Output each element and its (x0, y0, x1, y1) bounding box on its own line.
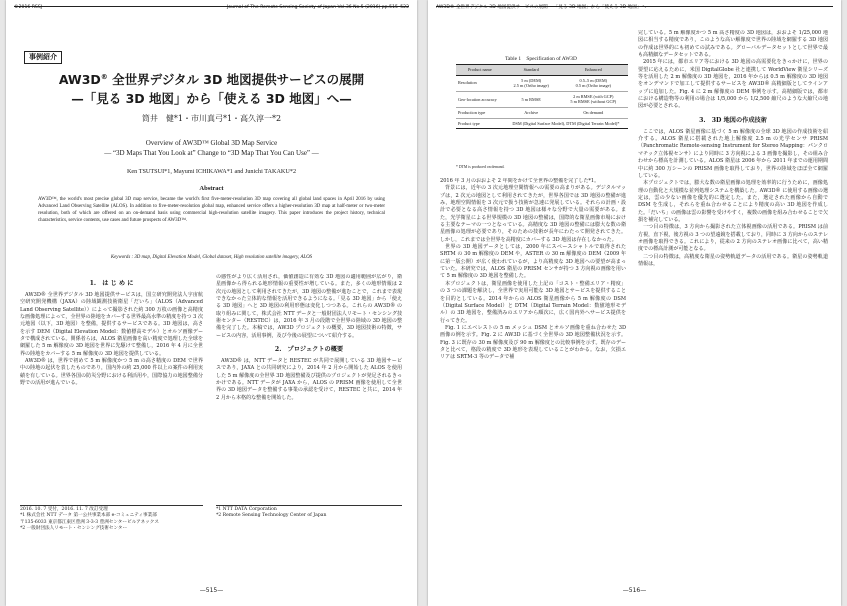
english-title-line1: Overview of AW3D™ Global 3D Map Service (145, 139, 278, 147)
left-column-2 (216, 274, 402, 502)
article-category-tag: 事例紹介 (24, 51, 62, 64)
page-516 (428, 0, 841, 606)
paragraph: ここでは，ALOS 衛星画像に基づく 5 m 解像度の全球 3D 地図の作成技術を紹介する。ALOS 衛星に搭載された地上解像度 2.5 m の光学センサ PRISM（Panchromatic Remote-sensing Instrument for Stereo Mapping：パンクロマチック立体視センサ）により同時に 3 方向視による 3 画像を撮影し，その組み合わせから標高を計測している。ALOS 衛星は 2006 年から 2011 年までの運用期間中に約 300 万シーンの PRISM 画像を取得しており，世界の陸域をほぼ全て網羅している。 (638, 128, 828, 179)
right-column-2 (638, 30, 828, 580)
paragraph: AW3D® は，世界で初めて 5 m 解像度かつ 5 m の高さ精度の DEM で世界中の陸地の起伏を表したものであり，国内外の約 25,000 件以上の案件の利用実績を有している。世界各国の防災分野における利活用や，国際協力の地図整備分野での活用が進んでいる。 (20, 358, 203, 387)
paragraph: 二つ目の特徴は，高精度な衛星の姿勢軌道データの活用である。衛星の姿勢軌道情報は， (638, 253, 828, 267)
section-heading: 2. プロジェクトの概要 (274, 346, 344, 354)
keywords: Keywords : 3D map, Digital Elevation Model, Global dataset, High resolution satellite imagery, ALOS (110, 255, 313, 260)
table-cell: Resolution (456, 75, 504, 91)
journal-copyright: ©2016 RSSJ (14, 5, 43, 10)
paragraph: 2015 年には，都市エリア等における 3D 地図の高需要化をきっかけに，世界の要望に応えるために，米国 DigitalGlobe 社と連携して WorldView 衛星シリーズ等を活用した 2 m 解像度の 3D 地図を，2016 年からは 0.5 m 解像度の 3D 地図をオンデマンドで加工して提供するサービスを AW3D® 高精細版としてラインアップに追加した。Fig. 4 に 2 m 解像度の DEM 事例を示す。高精細版では，都市における構造物等の利用の場合は 1/5,000 から 1/2,500 縮尺のような大縮尺の地図が必要とされる。 (638, 59, 828, 110)
table-caption: Table 1 Specification of AW3D (505, 56, 577, 62)
paragraph: 世界の 3D 地図データとしては，2000 年にスペースシャトルで取得された SRTM の 30 m 解像度の DEM や，ASTER の 30 m 解像度の DEM（2009 年に第一版公開）が広く使われているが，より高精度な 3D 地図への要望が高まっていた。本研究では，ALOS 衛星の PRISM センサが持つ 3 方向視の画像を用いて 5 m 解像度の 3D 地図を整備した。 (440, 244, 626, 280)
article-title (36, 68, 387, 108)
footnote-received: 2016. 10. 7 受付，2016. 11. 7 改訂受理 *1 株式会社 NTT データ 第一公共事業本部 e-コミュニティ事業部 〒135-6033 東京都江東区豊洲 3-3-3 豊洲センタービルアネックス *2 一般財団法人リモート・センシング技術センター (20, 505, 203, 532)
page-515 (6, 0, 417, 606)
paragraph: AW3D® は，NTT データと RESTEC が共同で展開している 3D 地図サービスであり，JAXA との共同研究により，2014 年 2 月から開始した ALOS を使用した 5 m 解像度の全世界 3D 地図整備及び提供のプロジェクトが発足されるきっかけである。NTT データが JAXA から，ALOS の PRISM 画像を使用して全世界の 3D 地図データを整備する事業の承認を受けて，RESTEC と共に，2014 年 2 月から本格的な整備を開始した。 (216, 358, 402, 401)
title-line1: 全世界デジタル 3D 地図提供サービスの展開 (107, 72, 365, 88)
table-cell: 2 m RMSE (with GCP) 5 m RMSE (without GCP) (559, 91, 628, 107)
table-row (456, 91, 628, 107)
table-header-cell: Product name (456, 65, 504, 76)
abstract-heading: Abstract (199, 185, 224, 192)
title-prefix: AW3D (58, 72, 101, 88)
authors-en: Ken TSUTSUI*1, Mayumi ICHIKAWA*1 and Junichi TAKAKU*2 (126, 168, 297, 175)
section-heading: 1. は じ め に (89, 280, 134, 287)
english-title (26, 139, 397, 158)
table-cell: 5 m RMSE (504, 91, 559, 107)
table-cell: On demand (559, 107, 628, 118)
paragraph: 背景には，近年の 3 次元地理空間情報への需要の高まりがある。デジタルマップは，2 次元の地図として利用されてきたが，世界各国では 3D 地図の整備が進み，地理空間情報を 3 次元で扱う技術が急速に発展している。それらの計画・設計で必要となる高さ情報を持つ 3D 地図は様々な分野で大量の需要がある。また，光学衛星による世界規模の 3D 地図の整備は，国際的な衛星画像市場における主要なテーマの一つとなっている。高精度な 3D 地図の整備には膨大な数の衛星画像の処理が必要であり，そのための技術が長年にわたって開発されてきた。しかし，これまでは全世界を高精度にカバーする 3D 地図は存在しなかった。 (440, 185, 626, 243)
table-cell: Product type (456, 118, 504, 129)
registered-mark: ® (100, 73, 108, 81)
table-cell: 5 m (DEM) 2.5 m (Ortho image) (504, 75, 559, 91)
paragraph: 完している。5 m 解像度かつ 5 m 高さ精度の 3D 地図は，おおよそ 1/25,000 地図に相当する精度であり，このような高い解像度で世界の陸域を網羅する 3D 地図の作成は世界的にも初めての試みである。グローバルデータセットとして世界で最も高精細なデータセットである。 (638, 30, 828, 59)
table-header-cell: Standard (504, 65, 559, 76)
paragraph: 一つ目の特徴は，3 方向から撮影された立体視画像の活用である。PRISM は前方視，直下視，後方視の 3 つの望遠鏡を搭載しており，同時に 3 方向からのステレオ画像を取得できる。これにより，従来の 2 方向のステレオ画像に比べて，高い精度での標高計測が可能となる。 (638, 224, 828, 253)
table-header-row (456, 65, 628, 76)
table-cell: 0.5–5 m (DEM) 0.5 m (Ortho image) (559, 75, 628, 91)
running-header (436, 5, 833, 10)
page-number: —516— (622, 587, 647, 594)
footnote-affiliations: *1 NTT DATA Corporation *2 Remote Sensing Technology Center of Japan (216, 505, 402, 520)
table-note: * DTM is produced on demand. (456, 165, 505, 169)
paragraph: 本プロジェクトでは，膨大な数の衛星画像の処理を効率的に行うために，画像処理の自動化と大規模な並列処理システムを構築した。AW3D® に使用する画像の選定は，雲の少ない画像を優先的に選定した。また，選定された画像から自動で DSM を生成し，それらを重ね合わせることにより精度の高い 3D 地図を作成した。「だいち」の画像は雲の影響を受けやすく，複数の画像を組み合わせることで欠損を補完している。 (638, 180, 828, 223)
table-row (456, 75, 628, 91)
section-heading: 3. 3D 地図の作成技術 (699, 116, 767, 124)
left-column-1 (20, 274, 203, 502)
journal-citation: Journal of The Remote Sensing Society of Japan Vol.36 No.5 (2016) pp.515–522 (226, 5, 409, 10)
right-column-1 (440, 178, 626, 580)
running-header (14, 5, 409, 10)
table-header-cell: Enhanced (559, 65, 628, 76)
table-cell: Archive (504, 107, 559, 118)
spec-table (456, 64, 628, 129)
table-row (456, 118, 628, 129)
authors-jp: 筒井 健*1・市川真弓*1・高久淳一*2 (141, 114, 282, 123)
title-line2: —「見る 3D 地図」から「使える 3D 地図」へ— (71, 91, 352, 107)
english-title-line2: — “3D Maps That You Look at” Change to “3D Map That You Can Use” — (104, 148, 319, 157)
table-row (456, 107, 628, 118)
paragraph: Fig. 1 にエベレストの 5 m メッシュ DSM とオルソ画像を重ね合わせた 3D 画像の例を示す。Fig. 2 に AW3D に基づく全世界の 3D 地図整備状況を示す。Fig. 3 に既存の 30 m 解像度及び 90 m 解像度との比較事例を示す。既存のデータと比べて，格段の精度で 3D 地形を表現していることがわかる。なお，欠損エリアは SRTM-3 等のデータで補 (440, 324, 626, 361)
paragraph: 2016 年 3 月のおおよそ 2 年間をかけて全世界の整備を完了した*1。 (440, 178, 600, 184)
page-number: —515— (199, 587, 224, 594)
paragraph: AW3D® 全世界デジタル 3D 地図提供サービスは，国立研究開発法人宇宙航空研究開発機構（JAXA）の陸域観測技術衛星「だいち」（ALOS（Advanced Land Observing Satellite））によって撮影された約 300 万枚の画像と高精度な画像処理によって，全世界の陸地をカバーする世界最高水準の精度を持つ 3 次元地図（以下，3D 地図）を整備，提供するサービスである。3D 地図は，高さを示す DEM（Digital Elevation Model：数値標高モデル）とオルソ画像データで構成されている。関係者らは，ALOS 衛星画像を高い精度で処理した全球を網羅した 5 m 解像度の 3D 地図を世界に先駆けて整備し，2016 年 4 月に全世界の陸地をカバーする 5 m 解像度の 3D 地図を提供している。 (20, 292, 203, 357)
table-cell: Production type (456, 107, 504, 118)
abstract-text: AW3D™, the world's most precise global 3D map service, became the world's first five-meter-resolution 3D map covering all global land spaces in April 2016 by using Advanced Land Observing Satellite (ALOS). In addition to five-meter-resolution global map, enhanced service offers a higher-resolution 3D map at half-meter or two-meter resolution, both of which are offered on an on-demand basis using commercial high-resolution satellite imagery. This paper introduces the project history, technical characteristics, service contents, use cases and future prospects of AW3D™. (38, 197, 385, 224)
running-title: AW3D® 全世界デジタル 3D 地図提供サービスの展開 —「見る 3D 地図」から「使える 3D 地図」へ— (436, 5, 651, 10)
table-cell: Geo-location accuracy (456, 91, 504, 107)
paragraph: の感性がより広く活用され，価値創造に有効な 3D 地図の適用範囲が広がり，衛星画像から得られる地形情報の重要性が増している。また，多くの地形情報は 2 次元の地図として利用されてきたが，3D 地図の整備が進むことで，これまで表現できなかった立体的な情報を活用できるようになる。「見る 3D 地図」から「使える 3D 地図」へと 3D 地図の利用形態は変化しつつある。これらの AW3D® の取り組みに関して，株式会社 NTT データと一般財団法人リモート・センシング技術センター（RESTEC）は，2016 年 3 月の段階で全世界の陸域の 3D 地図の整備を完了した。本稿では，AW3D プロジェクトの概要，3D 地図技術の特徴，サービスの内容，活用事例，及び今後の展望について紹介する。 (216, 274, 402, 339)
paragraph: 本プロジェクトは，衛星画像を使用した上記の「コスト・整備エリア・精度」の 3 つの課題を解決し，全世界で実用可能な 3D 地図とサービスを提供することを目的としている。2014 年からの ALOS 衛星画像から 5 m 解像度の DSM（Digital Surface Model）と DTM（Digital Terrain Model：数値地形モデル）の 3D 地図を，整備済みのエリアから順次に，広く国内外へサービス提供を行ってきた。 (440, 280, 626, 324)
table-cell: DSM (Digital Surface Model), DTM (Digital Terrain Model)* (504, 118, 628, 129)
